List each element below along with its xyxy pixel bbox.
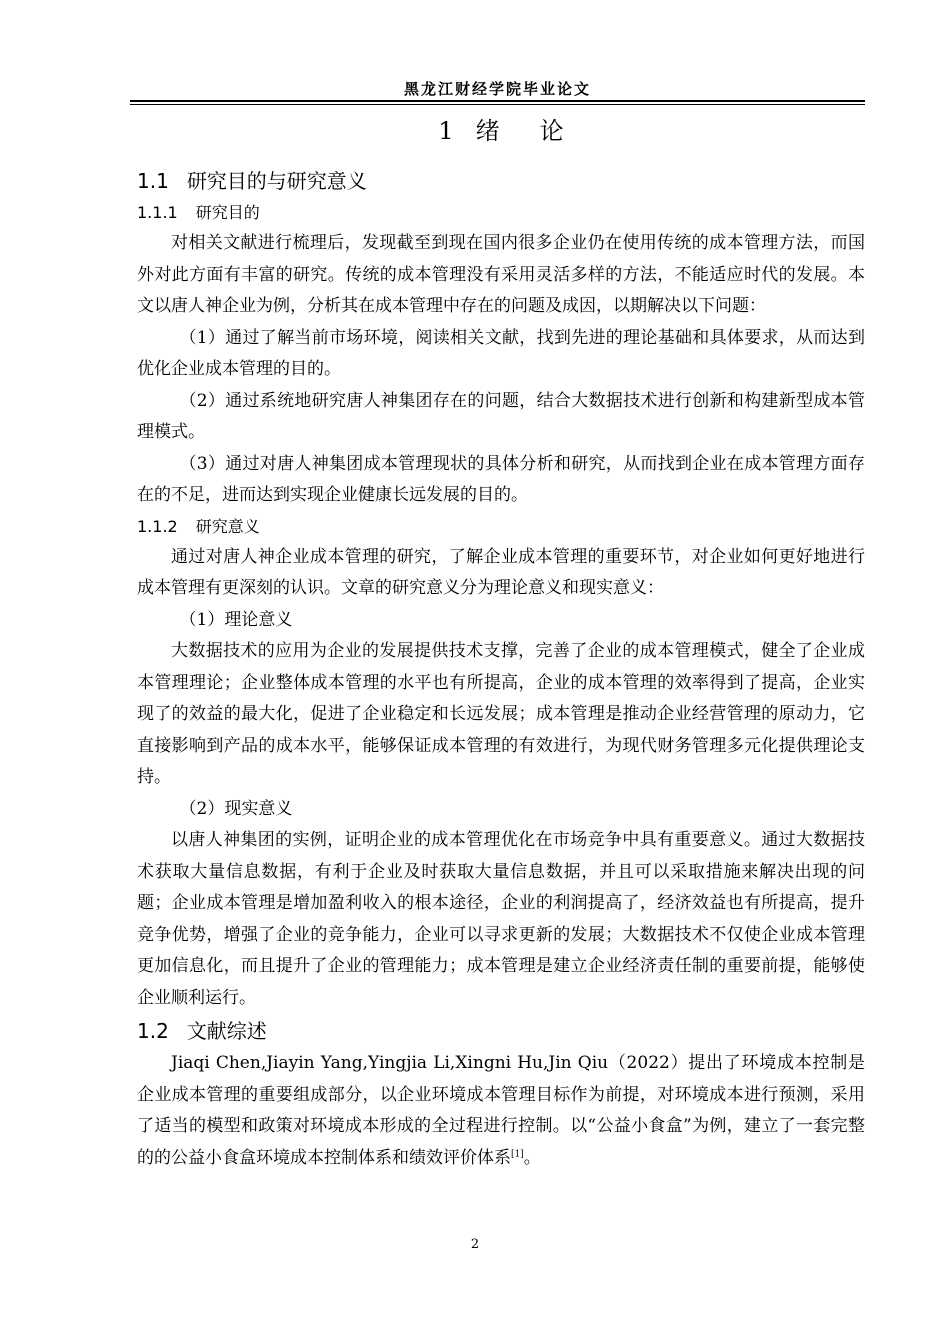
page-number: 2 xyxy=(470,1237,480,1252)
section-heading-1-2 xyxy=(137,1014,865,1048)
paragraph-text: Jiaqi Chen,Jiayin Yang,Yingjia Li,Xingni Hu,Jin Qiu（2022）提出了环境成本控制是企业成本管理的重要组成部分，以企业环境成本管理目标作为前提，对环境成本进行预测，采用了适当的模型和政策对环境成本形成的全过程进行控制。以“公益小食盒”为例，建立了一套完整的的公益小食盒环境成本控制体系和绩效评价体系 xyxy=(137,1053,865,1168)
chapter-title-part2: 论 xyxy=(539,117,564,145)
subsection-title: 研究目的 xyxy=(195,203,260,222)
list-item: （2）现实意义 xyxy=(179,798,293,819)
paragraph: 对相关文献进行梳理后，发现截至到现在国内很多企业仍在使用传统的成本管理方法，而国外对此方面有丰富的研究。传统的成本管理没有采用灵活多样的方法，不能适应时代的发展。本文以唐人神企业为例，分析其在成本管理中存在的问题及成因，以期解决以下问题： xyxy=(137,233,865,316)
list-item: （3）通过对唐人神集团成本管理现状的具体分析和研究，从而找到企业在成本管理方面存在的不足，进而达到实现企业健康长远发展的目的。 xyxy=(137,453,865,505)
body-content xyxy=(137,108,865,1174)
paragraph: 以唐人神集团的实例，证明企业的成本管理优化在市场竞争中具有重要意义。通过大数据技术获取大量信息数据，有利于企业及时获取大量信息数据，并且可以采取措施来解决出现的问题；企业成本管理是增加盈利收入的根本途径，企业的利润提高了，经济效益也有所提高，提升竞争优势，增强了企业的竞争能力，企业可以寻求更新的发展；大数据技术不仅使企业成本管理更加信息化，而且提升了企业的管理能力；成本管理是建立企业经济责任制的重要前提，能够使企业顺利运行。 xyxy=(137,830,865,1008)
section-title: 文献综述 xyxy=(186,1019,267,1043)
header-rule-thin xyxy=(130,104,865,105)
subsection-title: 研究意义 xyxy=(195,516,260,536)
list-item: （1）通过了解当前市场环境，阅读相关文献，找到先进的理论基础和具体要求，从而达到优化企业成本管理的目的。 xyxy=(137,327,865,379)
list-item: （2）通过系统地研究唐人神集团存在的问题，结合大数据技术进行创新和构建新型成本管理模式。 xyxy=(137,390,865,442)
paragraph: 通过对唐人神企业成本管理的研究，了解企业成本管理的重要环节，对企业如何更好地进行成本管理有更深刻的认识。文章的研究意义分为理论意义和现实意义： xyxy=(137,546,865,598)
list-item: （1）理论意义 xyxy=(179,609,293,630)
subsection-heading-1-1-2 xyxy=(137,512,865,542)
header-rule xyxy=(130,100,865,102)
running-header: 黑龙江财经学院毕业论文 xyxy=(403,80,591,98)
chapter-number: 1 xyxy=(438,117,454,145)
section-number: 1.2 xyxy=(137,1019,169,1043)
section-heading-1-1 xyxy=(137,164,865,198)
citation-marker[interactable]: [1] xyxy=(511,1148,524,1159)
subsection-heading-1-1-1 xyxy=(137,198,865,228)
subsection-number: 1.1.2 xyxy=(137,516,178,536)
subsection-number: 1.1.1 xyxy=(137,203,178,222)
chapter-title-part1: 绪 xyxy=(475,117,500,145)
chapter-title xyxy=(137,108,865,154)
paragraph xyxy=(137,1048,865,1174)
paragraph-end: 。 xyxy=(523,1147,541,1168)
section-title: 研究目的与研究意义 xyxy=(186,169,367,193)
paragraph: 大数据技术的应用为企业的发展提供技术支撑，完善了企业的成本管理模式，健全了企业成本管理理论；企业整体成本管理的水平也有所提高，企业的成本管理的效率得到了提高，企业实现了的效益的最大化，促进了企业稳定和长远发展；成本管理是推动企业经营管理的原动力，它直接影响到产品的成本水平，能够保证成本管理的有效进行，为现代财务管理多元化提供理论支持。 xyxy=(137,641,865,787)
section-number: 1.1 xyxy=(137,169,169,193)
